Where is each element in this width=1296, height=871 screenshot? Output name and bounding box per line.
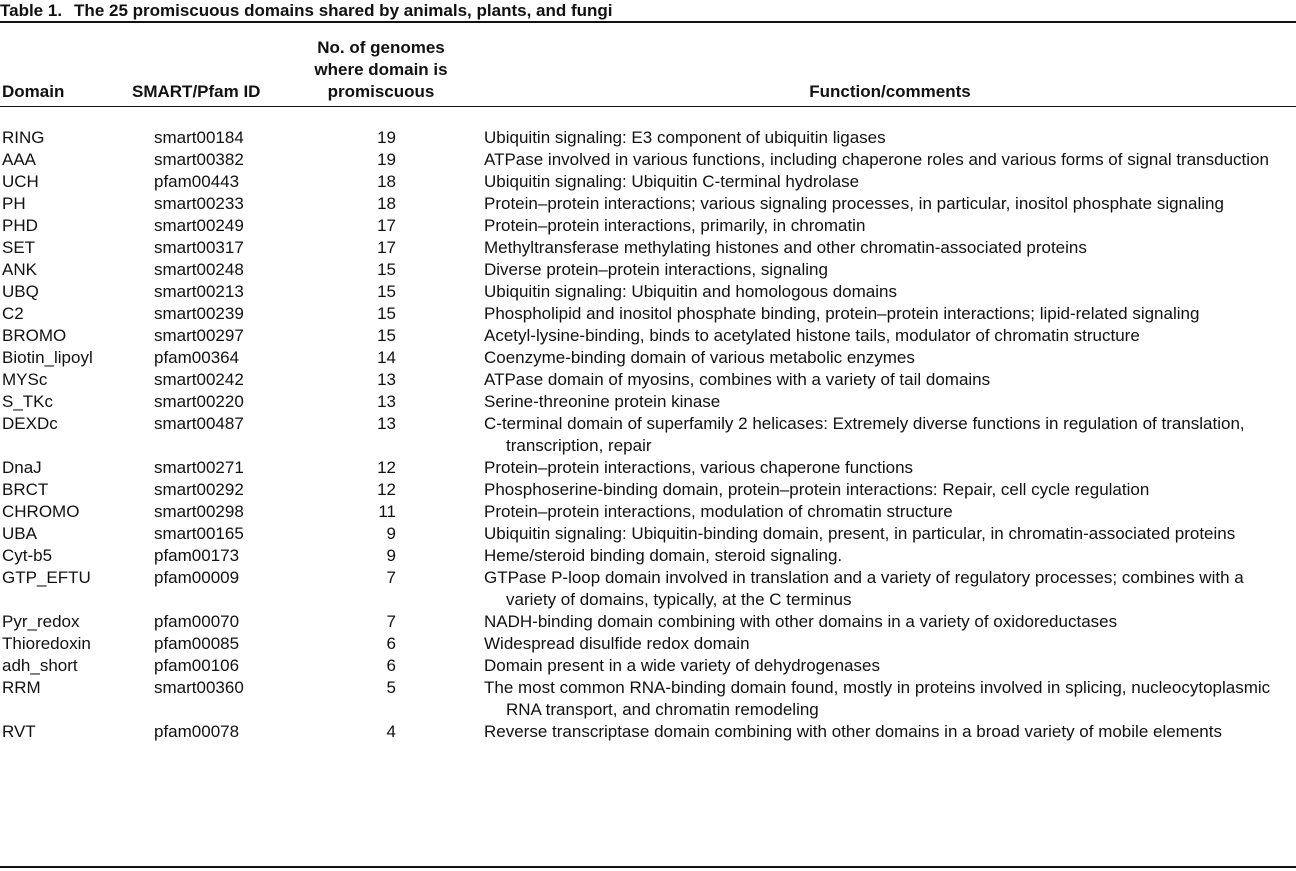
cell-id: smart00292	[154, 480, 244, 499]
cell-genome-count: 9	[386, 546, 396, 565]
cell-genome-count: 19	[377, 128, 396, 147]
cell-domain: BRCT	[2, 480, 49, 499]
cell-genome-count: 12	[377, 480, 396, 499]
cell-function: C-terminal domain of superfamily 2 helicases: Extremely diverse functions in regulation of translation, transcription, repair	[484, 414, 1245, 455]
cell-genome-count: 18	[377, 194, 396, 213]
cell-function: Coenzyme-binding domain of various metabolic enzymes	[484, 348, 915, 367]
table-row	[0, 523, 1296, 545]
header-genome-count	[300, 37, 462, 103]
cell-function: Phospholipid and inositol phosphate binding, protein–protein interactions; lipid-related signaling	[484, 304, 1200, 323]
cell-domain: SET	[2, 238, 36, 257]
cell-domain: ANK	[2, 260, 37, 279]
cell-domain: Cyt-b5	[2, 546, 53, 565]
cell-genome-count: 4	[386, 722, 396, 741]
table-row	[0, 391, 1296, 413]
table-label: Table 1.	[0, 1, 63, 20]
cell-domain: MYSc	[2, 370, 48, 389]
table-row	[0, 171, 1296, 193]
cell-id: smart00298	[154, 502, 244, 521]
table-row	[0, 281, 1296, 303]
cell-genome-count: 13	[377, 414, 396, 433]
cell-domain: S_TKc	[2, 392, 54, 411]
cell-function: Domain present in a wide variety of dehydrogenases	[484, 656, 880, 675]
cell-genome-count: 13	[377, 392, 396, 411]
table-row	[0, 479, 1296, 501]
cell-function: Ubiquitin signaling: Ubiquitin-binding domain, present, in particular, in chromatin-associated proteins	[484, 524, 1236, 543]
cell-genome-count: 7	[386, 612, 396, 631]
cell-id: smart00213	[154, 282, 244, 301]
cell-id: smart00239	[154, 304, 244, 323]
cell-function: Phosphoserine-binding domain, protein–protein interactions: Repair, cell cycle regulation	[484, 480, 1150, 499]
cell-id: smart00271	[154, 458, 244, 477]
cell-function: Diverse protein–protein interactions, signaling	[484, 260, 828, 279]
cell-function: Ubiquitin signaling: Ubiquitin and homologous domains	[484, 282, 897, 301]
cell-genome-count: 17	[377, 216, 396, 235]
cell-genome-count: 11	[378, 502, 396, 521]
cell-domain: RVT	[2, 722, 36, 741]
cell-function: Methyltransferase methylating histones and other chromatin-associated proteins	[484, 238, 1087, 257]
cell-genome-count: 19	[377, 150, 396, 169]
table-row	[0, 721, 1296, 743]
cell-genome-count: 15	[377, 304, 396, 323]
table-row	[0, 127, 1296, 149]
cell-function: Ubiquitin signaling: Ubiquitin C-terminal hydrolase	[484, 172, 860, 191]
header-function: Function/comments	[809, 82, 971, 101]
cell-genome-count: 15	[377, 260, 396, 279]
table-row	[0, 545, 1296, 567]
cell-genome-count: 15	[377, 282, 396, 301]
table-row	[0, 611, 1296, 633]
cell-function: Heme/steroid binding domain, steroid signaling.	[484, 546, 843, 565]
header-rule	[0, 106, 1296, 107]
cell-genome-count: 9	[386, 524, 396, 543]
cell-genome-count: 15	[377, 326, 396, 345]
cell-id: smart00317	[154, 238, 244, 257]
cell-id: pfam00106	[154, 656, 240, 675]
table-row	[0, 633, 1296, 655]
table-row	[0, 567, 1296, 611]
cell-id: smart00297	[154, 326, 244, 345]
table-row	[0, 237, 1296, 259]
header-id: SMART/Pfam ID	[132, 82, 261, 101]
cell-function: Protein–protein interactions, various chaperone functions	[484, 458, 914, 477]
header-num-line-2: where domain is	[314, 60, 448, 79]
cell-genome-count: 6	[386, 656, 396, 675]
cell-id: smart00233	[154, 194, 244, 213]
table-row	[0, 655, 1296, 677]
table-body	[0, 127, 1296, 743]
cell-domain: BROMO	[2, 326, 67, 345]
cell-domain: PHD	[2, 216, 38, 235]
cell-domain: CHROMO	[2, 502, 80, 521]
cell-domain: C2	[2, 304, 24, 323]
cell-function: Protein–protein interactions, modulation of chromatin structure	[484, 502, 953, 521]
table-caption	[0, 0, 1296, 22]
cell-id: pfam00085	[154, 634, 240, 653]
cell-id: pfam00443	[154, 172, 240, 191]
table-row	[0, 325, 1296, 347]
cell-domain: RING	[2, 128, 45, 147]
table-row	[0, 215, 1296, 237]
cell-id: smart00382	[154, 150, 244, 169]
cell-domain: Pyr_redox	[2, 612, 80, 631]
cell-domain: UBA	[2, 524, 37, 543]
cell-domain: UCH	[2, 172, 39, 191]
cell-id: pfam00078	[154, 722, 240, 741]
cell-id: pfam00173	[154, 546, 240, 565]
cell-genome-count: 18	[377, 172, 396, 191]
cell-id: smart00487	[154, 414, 244, 433]
table-row	[0, 457, 1296, 479]
cell-id: pfam00070	[154, 612, 240, 631]
table-row	[0, 347, 1296, 369]
cell-id: pfam00009	[154, 568, 240, 587]
cell-id: smart00184	[154, 128, 244, 147]
cell-id: smart00248	[154, 260, 244, 279]
cell-genome-count: 7	[386, 568, 396, 587]
cell-domain: Biotin_lipoyl	[2, 348, 93, 367]
cell-id: pfam00364	[154, 348, 240, 367]
cell-domain: DnaJ	[2, 458, 42, 477]
table-title: The 25 promiscuous domains shared by animals, plants, and fungi	[74, 1, 613, 20]
cell-function: Protein–protein interactions, primarily, in chromatin	[484, 216, 866, 235]
cell-function: NADH-binding domain combining with other domains in a variety of oxidoreductases	[484, 612, 1118, 631]
cell-id: smart00220	[154, 392, 244, 411]
table-row	[0, 677, 1296, 721]
cell-function: Reverse transcriptase domain combining with other domains in a broad variety of mobile elements	[484, 722, 1222, 741]
header-num-line-3: promiscuous	[327, 82, 435, 101]
table-row	[0, 501, 1296, 523]
cell-function: Serine-threonine protein kinase	[484, 392, 721, 411]
cell-genome-count: 17	[377, 238, 396, 257]
cell-domain: adh_short	[2, 656, 78, 675]
top-rule	[0, 21, 1296, 23]
cell-function: Protein–protein interactions; various signaling processes, in particular, inositol phosphate signaling	[484, 194, 1224, 213]
cell-genome-count: 13	[377, 370, 396, 389]
cell-id: smart00249	[154, 216, 244, 235]
cell-genome-count: 14	[377, 348, 396, 367]
table-row	[0, 369, 1296, 391]
header-domain: Domain	[2, 82, 65, 101]
cell-domain: Thioredoxin	[2, 634, 91, 653]
cell-function: ATPase domain of myosins, combines with a variety of tail domains	[484, 370, 991, 389]
cell-function: ATPase involved in various functions, including chaperone roles and various forms of signal transduction	[484, 150, 1269, 169]
cell-function: Ubiquitin signaling: E3 component of ubiquitin ligases	[484, 128, 886, 147]
cell-id: smart00165	[154, 524, 244, 543]
cell-function: Widespread disulfide redox domain	[484, 634, 750, 653]
cell-id: smart00242	[154, 370, 244, 389]
cell-domain: DEXDc	[2, 414, 58, 433]
header-num-line-1: No. of genomes	[317, 38, 445, 57]
cell-domain: UBQ	[2, 282, 39, 301]
cell-domain: RRM	[2, 678, 41, 697]
cell-id: smart00360	[154, 678, 244, 697]
cell-genome-count: 6	[386, 634, 396, 653]
cell-domain: PH	[2, 194, 26, 213]
cell-function: The most common RNA-binding domain found, mostly in proteins involved in splicing, nucleocytoplasmic RNA transport, and chromatin remodeling	[484, 678, 1271, 719]
cell-domain: AAA	[2, 150, 37, 169]
cell-genome-count: 5	[386, 678, 396, 697]
table-row	[0, 149, 1296, 171]
cell-genome-count: 12	[377, 458, 396, 477]
table-row	[0, 303, 1296, 325]
cell-function: Acetyl-lysine-binding, binds to acetylated histone tails, modulator of chromatin structure	[484, 326, 1140, 345]
table-row	[0, 259, 1296, 281]
bottom-rule	[0, 866, 1296, 868]
cell-domain: GTP_EFTU	[2, 568, 91, 587]
table-row	[0, 413, 1296, 457]
cell-function: GTPase P-loop domain involved in translation and a variety of regulatory processes; combines with a variety of domains, typically, at the C terminus	[484, 568, 1244, 609]
table-row	[0, 193, 1296, 215]
